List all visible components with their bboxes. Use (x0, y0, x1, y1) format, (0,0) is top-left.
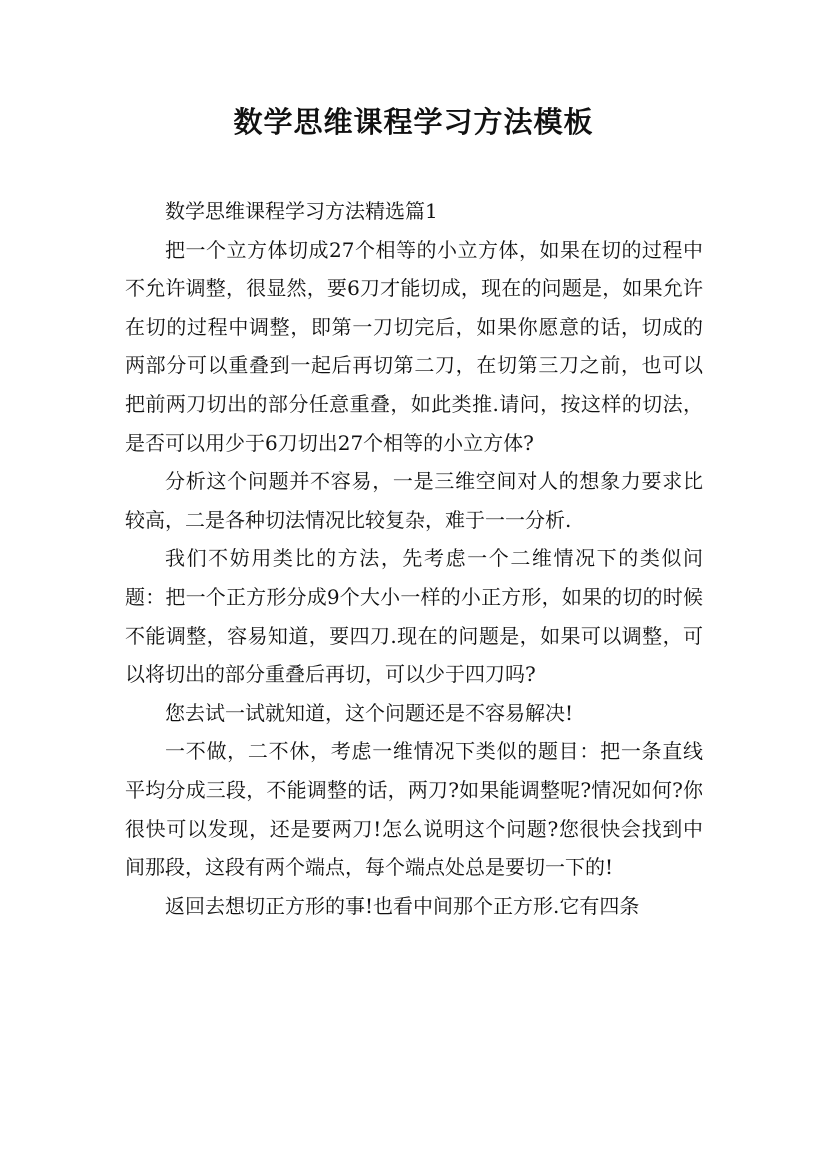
paragraph: 您去试一试就知道，这个问题还是不容易解决! (165, 700, 574, 725)
document-body (125, 192, 703, 925)
paragraph: 我们不妨用类比的方法，先考虑一个二维情况下的类似问题：把一个正方形分成9个大小一样的小正方形，如果的切的时候不能调整，容易知道，要四刀.现在的问题是，如果可以调整，可以将切出的部分重叠后再切，可以少于四刀吗? (125, 546, 703, 687)
paragraph: 一不做，二不休，考虑一维情况下类似的题目：把一条直线平均分成三段，不能调整的话，两刀?如果能调整呢?情况如何?你很快可以发现，还是要两刀!怎么说明这个问题?您很快会找到中间那段，这段有两个端点，每个端点处总是要切一下的! (125, 739, 703, 880)
paragraph: 返回去想切正方形的事!也看中间那个正方形.它有四条 (165, 893, 640, 918)
paragraph: 把一个立方体切成27个相等的小立方体，如果在切的过程中不允许调整，很显然，要6刀才能切成，现在的问题是，如果允许在切的过程中调整，即第一刀切完后，如果你愿意的话，切成的两部分可以重叠到一起后再切第二刀，在切第三刀之前，也可以把前两刀切出的部分任意重叠，如此类推.请问，按这样的切法，是否可以用少于6刀切出27个相等的小立方体? (125, 237, 703, 455)
section-heading: 数学思维课程学习方法精选篇1 (165, 199, 438, 223)
document-title: 数学思维课程学习方法模板 (233, 105, 594, 139)
paragraph: 分析这个问题并不容易，一是三维空间对人的想象力要求比较高，二是各种切法情况比较复杂，难于一一分析. (125, 469, 703, 532)
